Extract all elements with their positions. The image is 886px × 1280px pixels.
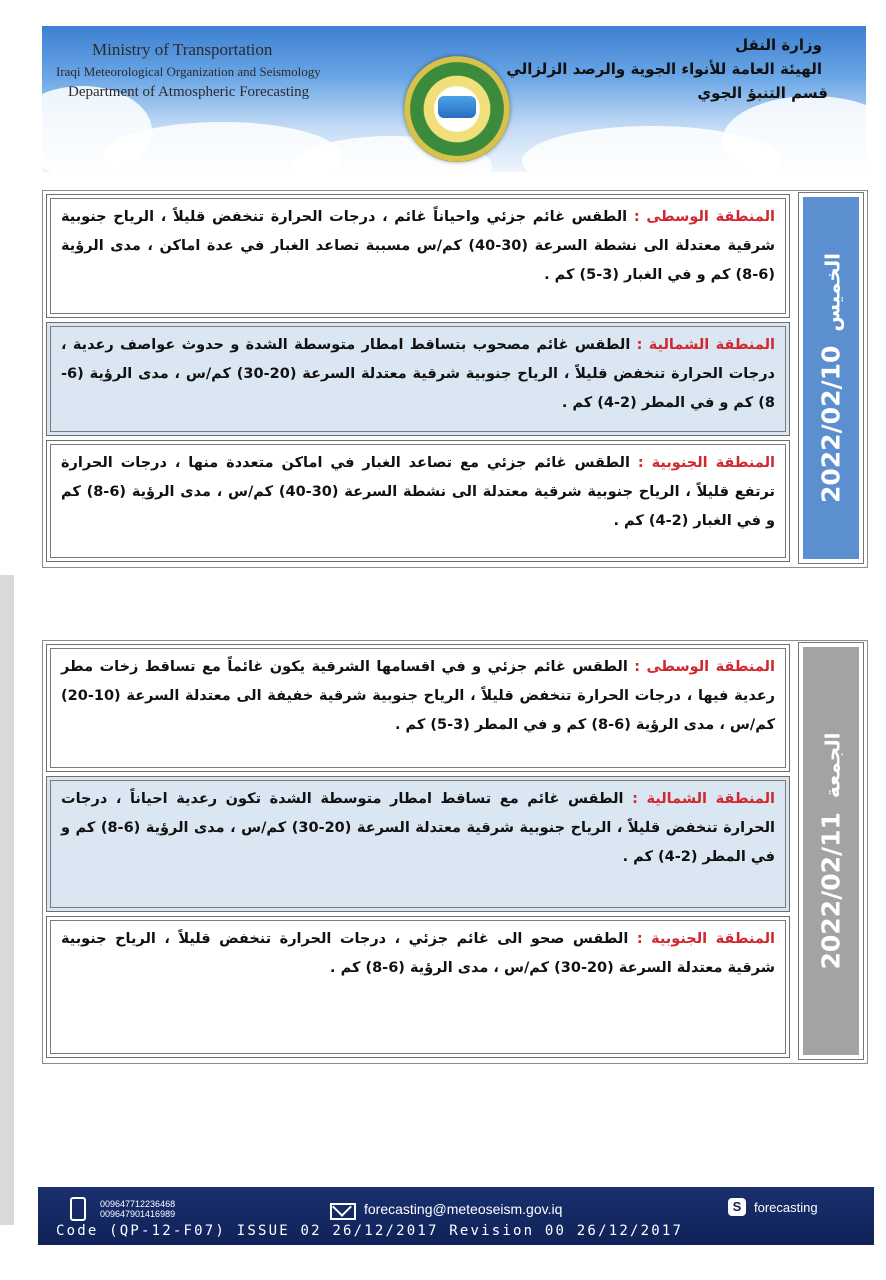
phone-number-1: 009647712236468 xyxy=(100,1199,176,1209)
weekday-value: الخميس xyxy=(820,252,845,332)
mail-icon xyxy=(330,1203,356,1220)
region-box-south-2 xyxy=(46,916,790,1058)
region-box-central-1 xyxy=(46,194,790,318)
skype-icon: S xyxy=(728,1198,746,1216)
date-strip-fill xyxy=(803,647,859,1055)
region-forecast: الطقس غائم جزئي مع تصاعد الغبار في اماكن متعددة منها ، درجات الحرارة ترتفع قليلاً ، الرياح جنوبية شرقية معتدلة الى نشطة السرعة (30-40) كم/س ، مدى الرؤية (6-8) كم و في الغبار (2-4) كم . xyxy=(61,455,775,529)
date-value: 2022/02/10 xyxy=(816,345,846,504)
department-name-ar: قسم التنبؤ الجوي xyxy=(697,84,828,102)
region-forecast: الطقس غائم جزئي و في اقسامها الشرقية يكون غائماً مع تساقط زخات مطر رعدية فيها ، درجات الحرارة تنخفض قليلاً ، الرياح جنوبية شرقية خفيفة الى معتدلة السرعة (10-20) كم/س ، مدى الرؤية (6-8) كم و في المطر (3-5) كم . xyxy=(61,659,775,733)
organization-name-en: Iraqi Meteorological Organization and Seismology xyxy=(56,64,321,79)
region-text xyxy=(50,198,786,314)
header-arabic xyxy=(506,36,828,102)
region-box-north-1 xyxy=(46,322,790,436)
region-name: المنطقة الشمالية : xyxy=(636,337,775,353)
region-forecast: الطقس صحو الى غائم جزئي ، درجات الحرارة تنخفض قليلاً ، الرياح جنوبية شرقية معتدلة السرعة (20-30) كم/س ، مدى الرؤية (6-8) كم . xyxy=(61,931,775,976)
ministry-name-en: Ministry of Transportation xyxy=(92,40,273,59)
weekday-value: الجمعة xyxy=(820,732,845,799)
header-banner xyxy=(42,26,866,172)
date-strip-1 xyxy=(798,192,864,564)
date-strip-2 xyxy=(798,642,864,1060)
region-text xyxy=(50,326,786,432)
phone-icon xyxy=(70,1197,86,1221)
date-label-2 xyxy=(817,732,846,969)
header-english xyxy=(56,40,321,101)
document-code-line: Code (QP-12-F07) ISSUE 02 26/12/2017 Revision 00 26/12/2017 xyxy=(56,1223,684,1239)
date-label-1 xyxy=(817,253,846,503)
region-name: المنطقة الجنوبية : xyxy=(637,455,775,471)
region-name: المنطقة الجنوبية : xyxy=(636,931,775,947)
region-forecast: الطقس غائم مع تساقط امطار متوسطة الشدة تكون رعدية احياناً ، درجات الحرارة تنخفض قليلاً ، الرياح جنوبية شرقية معتدلة السرعة (20-30) كم/س ، مدى الرؤية (6-8) كم و في المطر (2-4) كم . xyxy=(61,791,775,865)
date-strip-fill xyxy=(803,197,859,559)
cloud-shape xyxy=(722,96,866,172)
email-address[interactable]: forecasting@meteoseism.gov.iq xyxy=(364,1201,563,1217)
region-box-north-2 xyxy=(46,776,790,912)
region-forecast: الطقس غائم مصحوب بتساقط امطار متوسطة الشدة و حدوث عواصف رعدية ، درجات الحرارة تنخفض قليلاً ، الرياح جنوبية شرقية معتدلة السرعة (20-30) كم/س ، مدى الرؤية (6-8) كم و في المطر (2-4) كم . xyxy=(61,337,775,411)
footer-bar xyxy=(38,1187,874,1245)
organization-logo-icon xyxy=(404,56,510,162)
skype-handle[interactable]: forecasting xyxy=(754,1200,818,1215)
region-text xyxy=(50,920,786,1054)
region-text xyxy=(50,648,786,768)
date-value: 2022/02/11 xyxy=(816,812,846,970)
department-name-en: Department of Atmospheric Forecasting xyxy=(68,84,310,100)
phone-numbers xyxy=(100,1199,175,1219)
logo-emblem xyxy=(438,96,476,118)
region-name: المنطقة الوسطى : xyxy=(633,209,775,225)
region-box-central-2 xyxy=(46,644,790,772)
region-box-south-1 xyxy=(46,440,790,562)
region-text xyxy=(50,444,786,558)
region-name: المنطقة الشمالية : xyxy=(632,791,775,807)
page-edge-shadow xyxy=(0,575,14,1225)
phone-number-2: 009647901416989 xyxy=(100,1209,176,1219)
region-name: المنطقة الوسطى : xyxy=(634,659,775,675)
ministry-name-ar: وزارة النقل xyxy=(735,36,822,54)
organization-name-ar: الهيئة العامة للأنواء الجوية والرصد الزلزالي xyxy=(506,60,822,78)
region-forecast: الطقس غائم جزئي واحياناً غائم ، درجات الحرارة تنخفض قليلاً ، الرياح جنوبية شرقية معتدلة الى نشطة السرعة (30-40) كم/س مسببة تصاعد الغبار في عدة اماكن ، مدى الرؤية (6-8) كم و في الغبار (3-5) كم . xyxy=(61,209,776,283)
region-text xyxy=(50,780,786,908)
